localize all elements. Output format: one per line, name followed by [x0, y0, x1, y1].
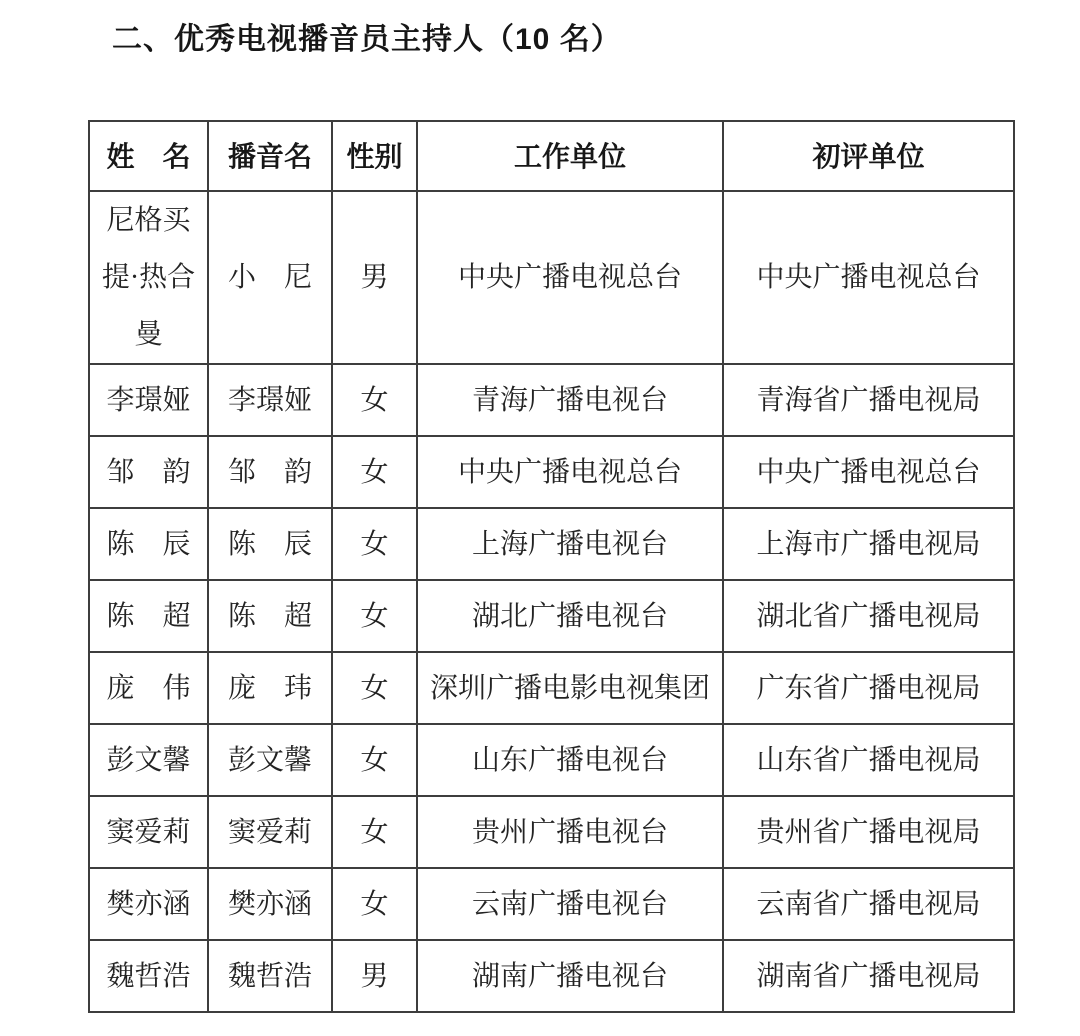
cell-name: 窦爱莉	[89, 796, 208, 868]
cell-work-unit: 中央广播电视总台	[417, 436, 723, 508]
cell-gender: 女	[332, 652, 417, 724]
cell-work-unit: 青海广播电视台	[417, 364, 723, 436]
cell-stage-name: 陈 超	[208, 580, 332, 652]
cell-work-unit: 云南广播电视台	[417, 868, 723, 940]
cell-review-unit: 中央广播电视总台	[723, 191, 1014, 364]
cell-review-unit: 山东省广播电视局	[723, 724, 1014, 796]
table-row	[89, 580, 1014, 652]
col-header-gender: 性别	[332, 121, 417, 191]
cell-review-unit: 上海市广播电视局	[723, 508, 1014, 580]
cell-stage-name: 彭文馨	[208, 724, 332, 796]
header-row	[89, 121, 1014, 191]
cell-work-unit: 深圳广播电影电视集团	[417, 652, 723, 724]
cell-work-unit: 湖南广播电视台	[417, 940, 723, 1012]
cell-name: 陈 辰	[89, 508, 208, 580]
table-row	[89, 191, 1014, 364]
col-header-work-unit: 工作单位	[417, 121, 723, 191]
cell-gender: 女	[332, 724, 417, 796]
cell-name: 樊亦涵	[89, 868, 208, 940]
cell-stage-name: 魏哲浩	[208, 940, 332, 1012]
cell-name: 庞 伟	[89, 652, 208, 724]
cell-work-unit: 贵州广播电视台	[417, 796, 723, 868]
cell-gender: 女	[332, 436, 417, 508]
cell-stage-name: 小 尼	[208, 191, 332, 364]
cell-gender: 女	[332, 796, 417, 868]
cell-review-unit: 云南省广播电视局	[723, 868, 1014, 940]
col-header-stage-name: 播音名	[208, 121, 332, 191]
cell-gender: 女	[332, 364, 417, 436]
cell-stage-name: 庞 玮	[208, 652, 332, 724]
table-row	[89, 868, 1014, 940]
cell-stage-name: 窦爱莉	[208, 796, 332, 868]
col-header-name: 姓 名	[89, 121, 208, 191]
cell-work-unit: 山东广播电视台	[417, 724, 723, 796]
cell-stage-name: 樊亦涵	[208, 868, 332, 940]
cell-stage-name: 邹 韵	[208, 436, 332, 508]
table-row	[89, 436, 1014, 508]
cell-name: 尼格买提·热合曼	[89, 191, 208, 364]
cell-review-unit: 中央广播电视总台	[723, 436, 1014, 508]
cell-gender: 男	[332, 940, 417, 1012]
cell-review-unit: 青海省广播电视局	[723, 364, 1014, 436]
cell-name: 彭文馨	[89, 724, 208, 796]
table-row	[89, 940, 1014, 1012]
table-row	[89, 796, 1014, 868]
cell-gender: 女	[332, 868, 417, 940]
cell-review-unit: 湖南省广播电视局	[723, 940, 1014, 1012]
col-header-review-unit: 初评单位	[723, 121, 1014, 191]
cell-name: 邹 韵	[89, 436, 208, 508]
table-row	[89, 724, 1014, 796]
cell-gender: 男	[332, 191, 417, 364]
cell-review-unit: 湖北省广播电视局	[723, 580, 1014, 652]
cell-gender: 女	[332, 508, 417, 580]
cell-review-unit: 广东省广播电视局	[723, 652, 1014, 724]
cell-review-unit: 贵州省广播电视局	[723, 796, 1014, 868]
awardees-table	[88, 120, 1015, 1013]
cell-work-unit: 上海广播电视台	[417, 508, 723, 580]
table-row	[89, 508, 1014, 580]
cell-name: 李璟娅	[89, 364, 208, 436]
cell-work-unit: 湖北广播电视台	[417, 580, 723, 652]
cell-name: 魏哲浩	[89, 940, 208, 1012]
cell-work-unit: 中央广播电视总台	[417, 191, 723, 364]
cell-stage-name: 陈 辰	[208, 508, 332, 580]
table-row	[89, 364, 1014, 436]
table-row	[89, 652, 1014, 724]
cell-name: 陈 超	[89, 580, 208, 652]
cell-gender: 女	[332, 580, 417, 652]
cell-stage-name: 李璟娅	[208, 364, 332, 436]
section-title: 二、优秀电视播音员主持人（10 名）	[112, 23, 622, 56]
